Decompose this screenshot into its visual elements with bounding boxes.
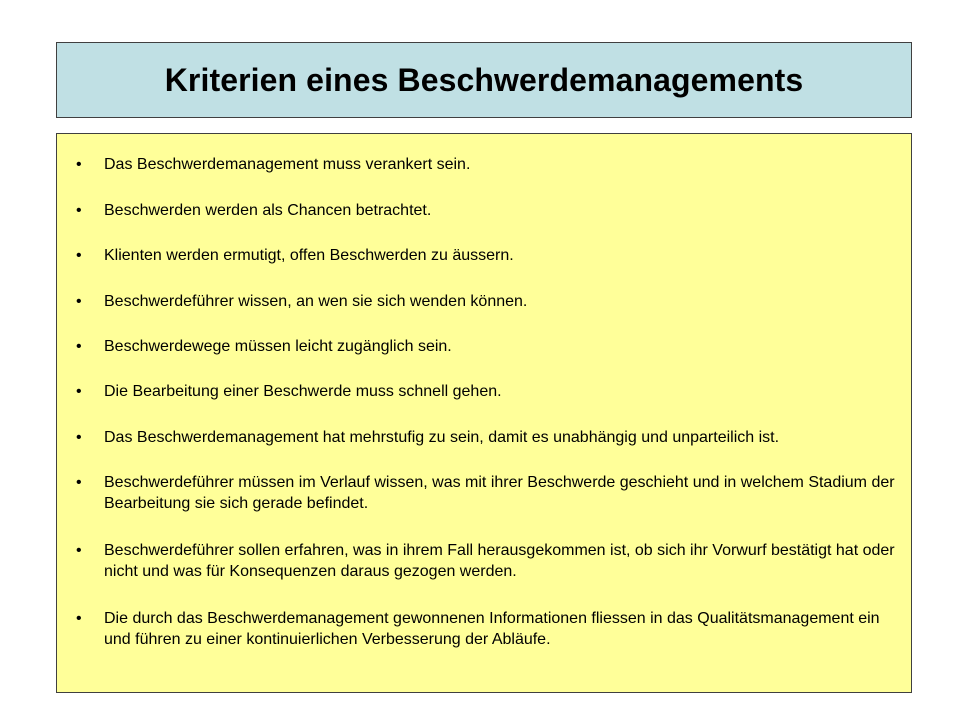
bullet-symbol: • (76, 429, 82, 446)
bullet-item (76, 381, 901, 402)
bullet-text: Beschwerdewege müssen leicht zugänglich sein. (104, 338, 452, 355)
bullet-text: Das Beschwerdemanagement muss verankert sein. (104, 156, 471, 173)
bullet-item (76, 154, 901, 175)
bullet-item (76, 427, 901, 448)
bullet-symbol: • (76, 610, 82, 627)
bullet-text: Die Bearbeitung einer Beschwerde muss schnell gehen. (104, 383, 502, 400)
bullet-symbol: • (76, 156, 82, 173)
bullet-text: Die durch das Beschwerdemanagement gewonnenen Informationen fliessen in das Qualitätsmanagement ein und führen zu einer kontinuierlichen Verbesserung der Abläufe. (104, 610, 880, 648)
bullet-item (76, 336, 901, 357)
bullet-text: Beschwerdeführer wissen, an wen sie sich wenden können. (104, 293, 528, 310)
bullet-item (76, 472, 901, 514)
bullet-symbol: • (76, 247, 82, 264)
bullet-symbol: • (76, 202, 82, 219)
bullet-item (76, 245, 901, 266)
bullet-text: Beschwerden werden als Chancen betrachtet. (104, 202, 432, 219)
bullet-symbol: • (76, 338, 82, 355)
bullet-item (76, 200, 901, 221)
bullet-item (76, 540, 901, 582)
slide-title: Kriterien eines Beschwerdemanagements (164, 61, 804, 98)
bullet-text: Beschwerdeführer müssen im Verlauf wissen, was mit ihrer Beschwerde geschieht und in welchem Stadium der Bearbeitung sie sich gerade befindet. (104, 474, 895, 512)
bullet-text: Beschwerdeführer sollen erfahren, was in ihrem Fall herausgekommen ist, ob sich ihr Vorwurf bestätigt hat oder nicht und was für Konsequenzen daraus gezogen werden. (104, 542, 895, 580)
bullet-symbol: • (76, 293, 82, 310)
bullet-symbol: • (76, 474, 82, 491)
bullet-symbol: • (76, 542, 82, 559)
bullet-item (76, 608, 901, 650)
bullet-symbol: • (76, 383, 82, 400)
content-box (56, 133, 912, 693)
title-box (56, 42, 912, 118)
bullet-text: Das Beschwerdemanagement hat mehrstufig zu sein, damit es unabhängig und unparteilich ist. (104, 429, 780, 446)
bullet-text: Klienten werden ermutigt, offen Beschwerden zu äussern. (104, 247, 514, 264)
bullet-item (76, 291, 901, 312)
